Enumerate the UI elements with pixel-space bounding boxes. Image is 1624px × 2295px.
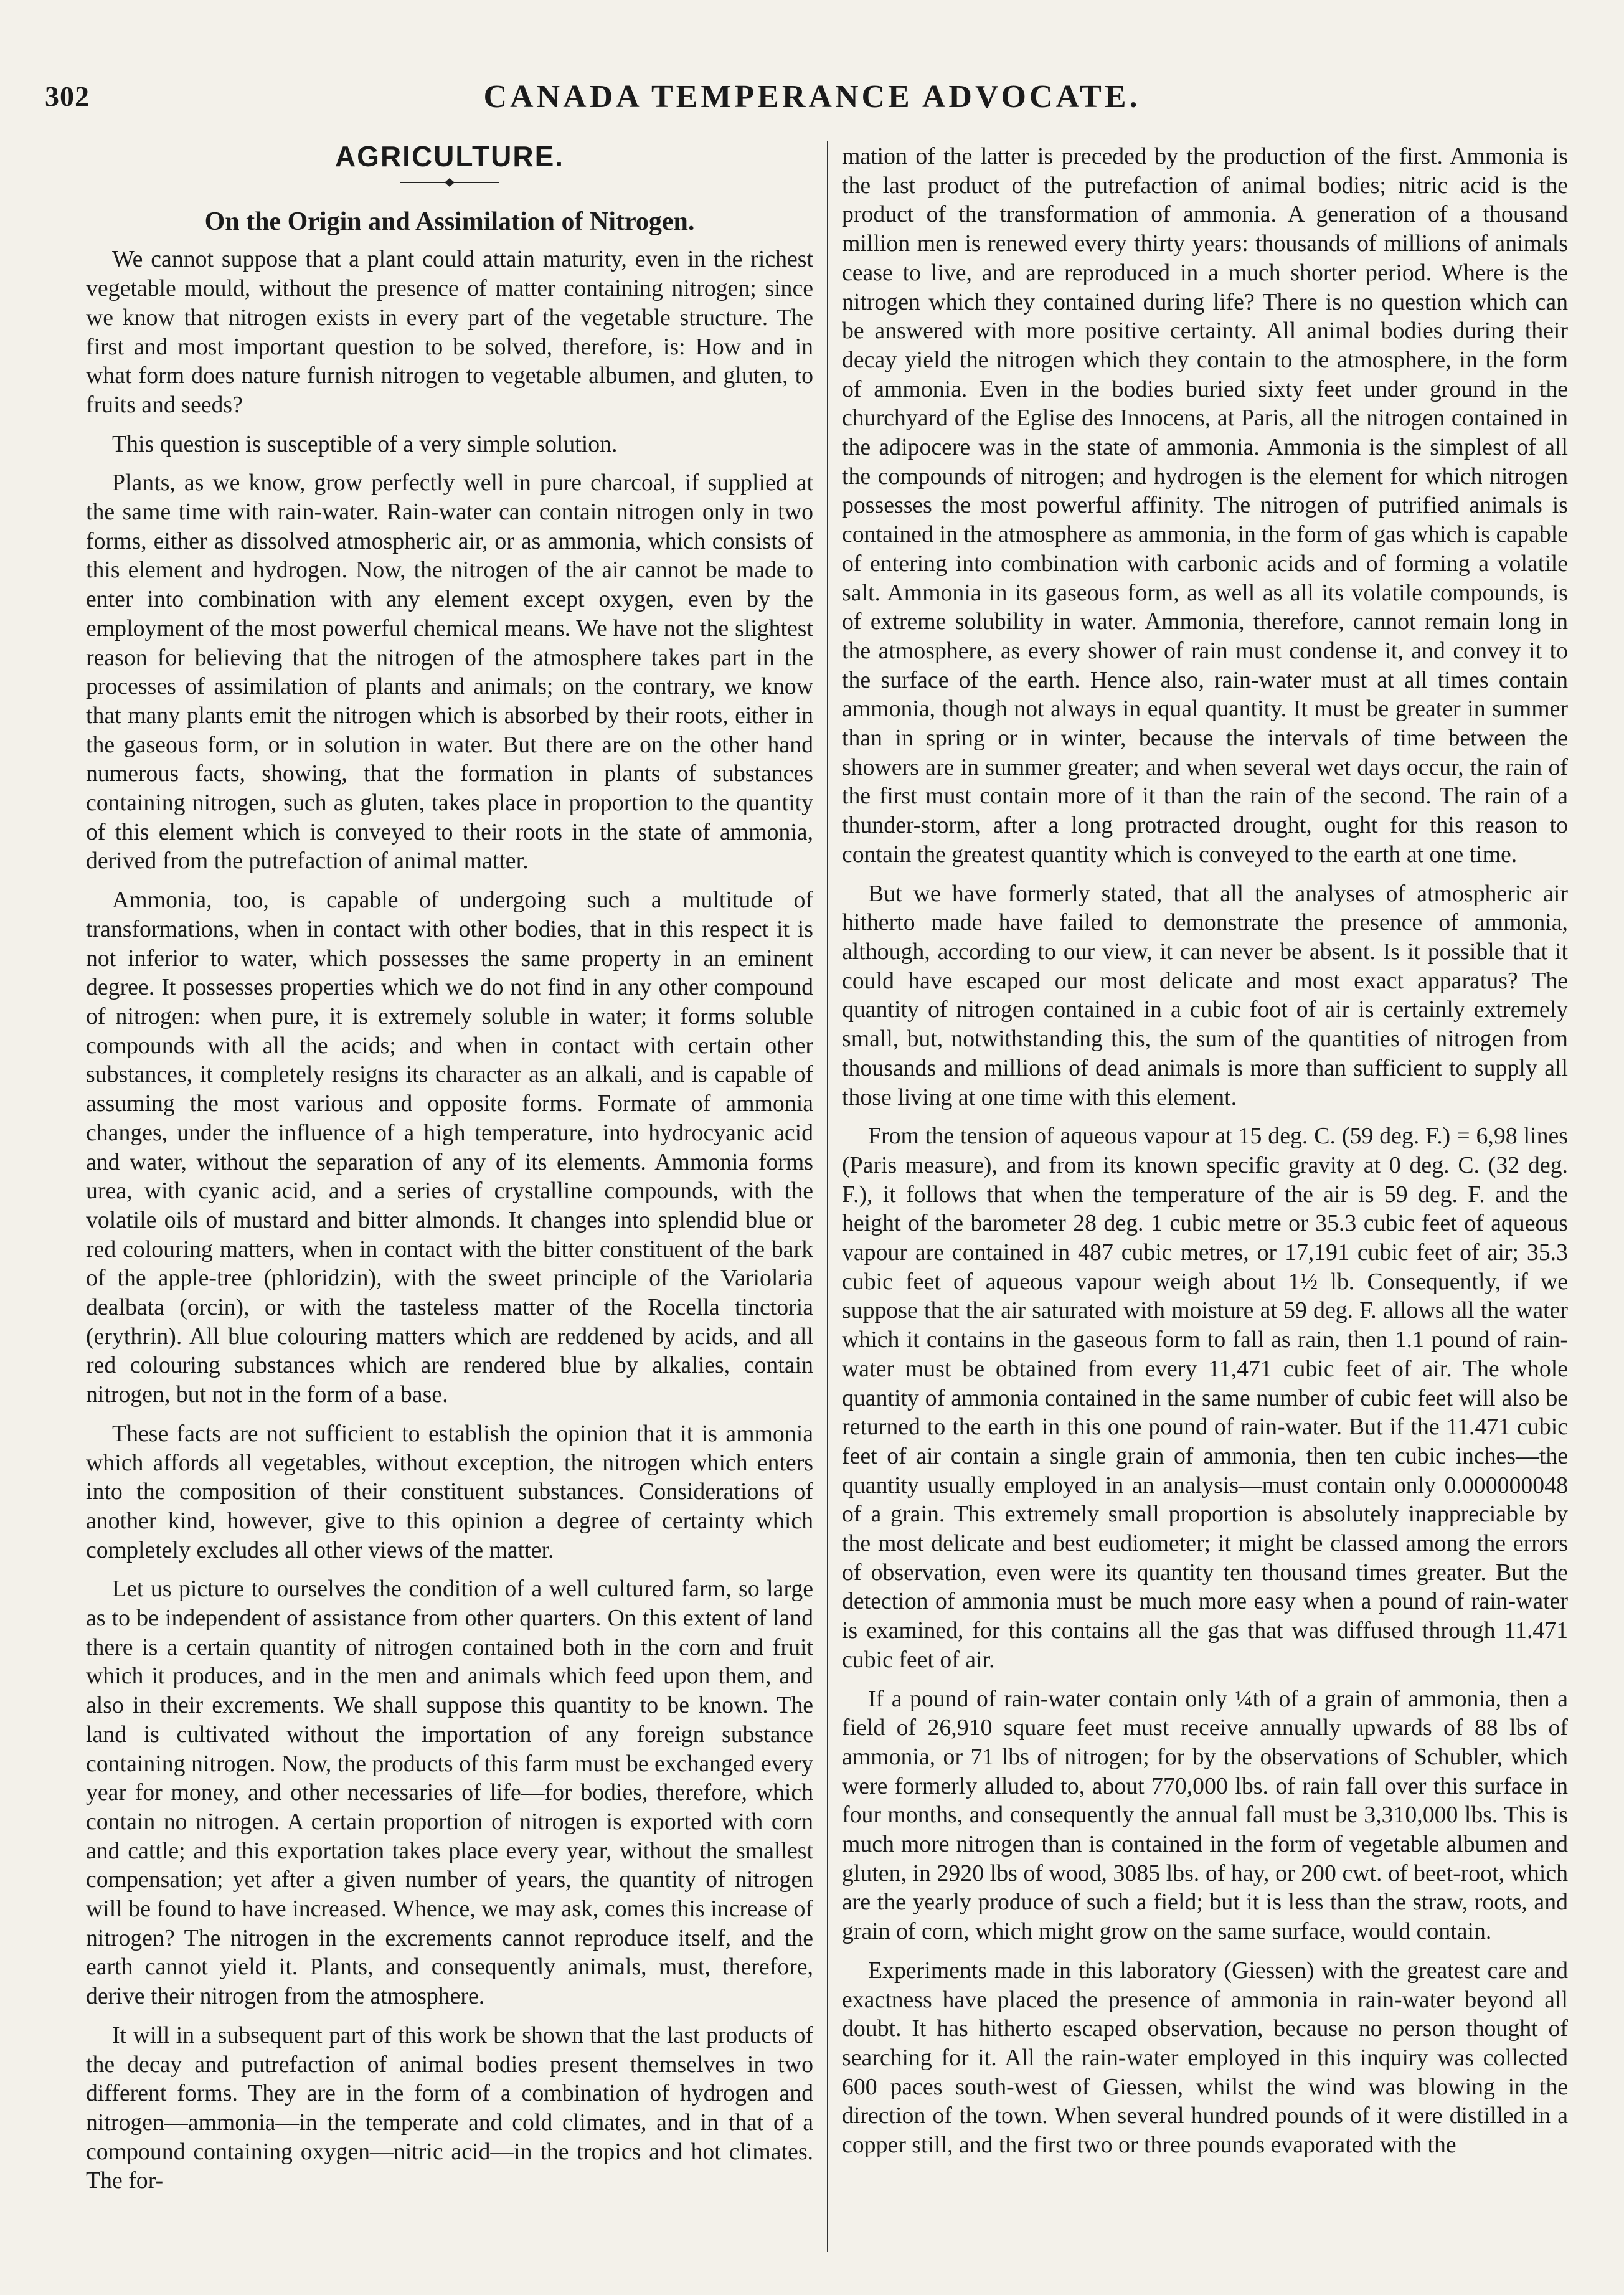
article-paragraph: It will in a subsequent part of this work be shown that the last products of the decay and putrefaction of animal bodies present themselves in two different forms. They are in the form of a combination of hydrogen and nitrogen—ammonia—in the temperate and cold climates, and in that of a compound containing oxygen—nitric acid—in the tropics and hot climates. The for- <box>86 2022 813 2194</box>
article-paragraph: Let us picture to ourselves the condition of a well cultured farm, so large as to be independent of assistance from other quarters. On this extent of land there is a certain quantity of nitrogen contained both in the corn and fruit which it produces, and in the men and animals which feed upon them, and also in their excrements. We shall suppose this quantity to be known. The land is cultivated without the importation of any foreign substance containing nitrogen. Now, the products of this farm must be exchanged every year for money, and other necessaries of life—for bodies, therefore, which contain no nitrogen. A certain proportion of nitrogen is exported with corn and cattle; and this exportation takes place every year, without the smallest compensation; yet after a given number of years, the quantity of nitrogen will be found to have increased. Whence, we may ask, comes this increase of nitrogen? The nitrogen in the excrements cannot reproduce itself, and the earth cannot yield it. Plants, and consequently animals, must, therefore, derive their nitrogen from the atmosphere. <box>86 1576 813 2010</box>
article-paragraph: mation of the latter is preceded by the production of the first. Ammonia is the last product of the putrefaction of animal bodies; nitric acid is the product of the transformation of ammonia. A generation of a thousand million men is renewed every thirty years: thousands of millions of animals cease to live, and are reproduced in a much shorter period. Where is the nitrogen which they contained during life? There is no question which can be answered with more positive certainty. All animal bodies during their decay yield the nitrogen which they contain to the atmosphere, in the form of ammonia. Even in the bodies buried sixty feet under ground in the churchyard of the Eglise des Innocens, at Paris, all the nitrogen contained in the adipocere was in the state of ammonia. Ammonia is the simplest of all the compounds of nitrogen; and hydrogen is the element for which nitrogen possesses the most powerful affinity. The nitrogen of putrified animals is contained in the atmosphere as ammonia, in the form of gas which is capable of entering into combination with carbonic acids and of forming a volatile salt. Ammonia in its gaseous form, as well as all its volatile compounds, is of extreme solubility in water. Ammonia, therefore, cannot remain long in the atmosphere, as every shower of rain must condense it, and convey it to the surface of the earth. Hence also, rain-water must at all times contain ammonia, though not always in equal quantity. It must be greater in summer than in spring or in winter, because the intervals of time between the showers are in summer greater; and when several wet days occur, the rain of the first must contain more of it than the rain of the second. The rain of a thunder-storm, after a long protracted drought, ought for this reason to contain the greatest quantity which is conveyed to the earth at one time. <box>842 143 1568 868</box>
article-paragraph: Ammonia, too, is capable of undergoing such a multitude of transformations, when in contact with other bodies, that in this respect it is not inferior to water, which possesses the same property in an eminent degree. It possesses properties which we do not find in any other compound of nitrogen: when pure, it is extremely soluble in water; it forms soluble compounds with all the acids; and when in contact with certain other substances, it completely resigns its character as an alkali, and is capable of assuming the most various and opposite forms. Formate of ammonia changes, under the influence of a high temperature, into hydrocyanic acid and water, without the separation of any of its elements. Ammonia forms urea, with cyanic acid, and a series of crystalline compounds, with the volatile oils of mustard and bitter almonds. It changes into splendid blue or red colouring matters, when in contact with the bitter constituent of the bark of the apple-tree (phloridzin), with the sweet principle of the Variolaria dealbata (orcin), or with the tasteless matter of the Rocella tinctoria (erythrin). All blue colouring matters which are reddened by acids, and all red colouring substances which are rendered blue by alkalies, contain nitrogen, but not in the form of a base. <box>86 887 813 1408</box>
column-rule <box>827 141 828 2252</box>
rule-with-diamond-ornament-icon <box>394 176 506 189</box>
section-title: AGRICULTURE. <box>334 140 565 173</box>
article-paragraph: But we have formerly stated, that all the analyses of atmospheric air hitherto made have failed to demonstrate the presence of ammonia, although, according to our view, it can never be absent. Is it possible that it could have escaped our most delicate and most exact apparatus? The quantity of nitrogen contained in a cubic foot of air is certainly extremely small, but, notwithstanding this, the sum of the quantities of nitrogen from thousands and millions of dead animals is more than sufficient to supply all those living at one time with this element. <box>842 880 1568 1110</box>
right-column <box>842 142 1568 2170</box>
article-paragraph: We cannot suppose that a plant could attain maturity, even in the richest vegetable mould, without the presence of matter containing nitrogen; since we know that nitrogen exists in every part of the vegetable structure. The first and most important question to be solved, therefore, is: How and in what form does nature furnish nitrogen to vegetable albumen, and gluten, to fruits and seeds? <box>86 246 813 418</box>
article-paragraph: This question is susceptible of a very simple solution. <box>112 430 618 457</box>
article-paragraph: Plants, as we know, grow perfectly well in pure charcoal, if supplied at the same time with rain-water. Rain-water can contain nitrogen only in two forms, either as dissolved atmospheric air, or as ammonia, which consists of this element and hydrogen. Now, the nitrogen of the air cannot be made to enter into combination with any element except oxygen, even by the employment of the most powerful chemical means. We have not the slightest reason for believing that the nitrogen of the atmosphere takes part in the processes of assimilation of plants and animals; on the contrary, we know that many plants emit the nitrogen which is absorbed by their roots, either in the gaseous form, or in solution in water. But there are on the other hand numerous facts, showing, that the formation in plants of substances containing nitrogen, such as gluten, takes place in proportion to the quantity of this element which is conveyed to their roots in the state of ammonia, derived from the putrefaction of animal matter. <box>86 470 813 874</box>
article-title: On the Origin and Assimilation of Nitrogen. <box>204 207 695 236</box>
left-column <box>86 142 813 2205</box>
article-paragraph: Experiments made in this laboratory (Giessen) with the greatest care and exactness have placed the presence of ammonia in rain-water beyond all doubt. It has hitherto escaped observation, because no person thought of searching for it. All the rain-water employed in this inquiry was collected 600 paces south-west of Giessen, whilst the wind was blowing in the direction of the town. When several hundred pounds of it were distilled in a copper still, and the first two or three pounds evaporated with the <box>842 1957 1568 2159</box>
article-paragraph: These facts are not sufficient to establish the opinion that it is ammonia which affords all vegetables, without exception, the nitrogen which enters into the composition of their constituent substances. Considerations of another kind, however, give to this opinion a degree of certainty which completely excludes all other views of the matter. <box>86 1420 813 1563</box>
article-paragraph: From the tension of aqueous vapour at 15 deg. C. (59 deg. F.) = 6,98 lines (Paris measure), and from its known specific gravity at 0 deg. C. (32 deg. F.), it follows that when the temperature of the air is 59 deg. F. and the height of the barometer 28 deg. 1 cubic metre or 35.3 cubic feet of aqueous vapour are contained in 487 cubic metres, or 17,191 cubic feet of air; 35.3 cubic feet of aqueous vapour weigh about 1½ lb. Consequently, if we suppose that the air saturated with moisture at 59 deg. F. allows all the water which it contains in the gaseous form to fall as rain, then 1.1 pound of rain-water must be obtained from every 11,471 cubic feet of air. The whole quantity of ammonia contained in the same number of cubic feet will also be returned to the earth in this one pound of rain-water. But if the 11.471 cubic feet of air contain a single grain of ammonia, then ten cubic inches—the quantity usually employed in an analysis—must contain only 0.000000048 of a grain. This extremely small proportion is absolutely inappreciable by the most delicate and best eudiometer; it might be classed among the errors of observation, even were its quantity ten thousand times greater. But the detection of ammonia must be much more easy when a pound of rain-water is examined, for this contains all the gas that was diffused through 11.471 cubic feet of air. <box>842 1123 1568 1673</box>
article-paragraph: If a pound of rain-water contain only ¼th of a grain of ammonia, then a field of 26,910 square feet must receive annually upwards of 88 lbs of ammonia, or 71 lbs of nitrogen; for by the observations of Schubler, which were formerly alluded to, about 770,000 lbs. of rain fall over this surface in four months, and consequently the annual fall must be 3,310,000 lbs. This is much more nitrogen than is contained in the form of vegetable albumen and gluten, in 2920 lbs of wood, 3085 lbs. of hay, or 200 cwt. of beet-root, which are the yearly produce of such a field; but it is less than the straw, roots, and grain of corn, which might grow on the same surface, would contain. <box>842 1685 1568 1945</box>
page-number: 302 <box>45 80 90 112</box>
running-title: CANADA TEMPERANCE ADVOCATE. <box>483 79 1141 115</box>
